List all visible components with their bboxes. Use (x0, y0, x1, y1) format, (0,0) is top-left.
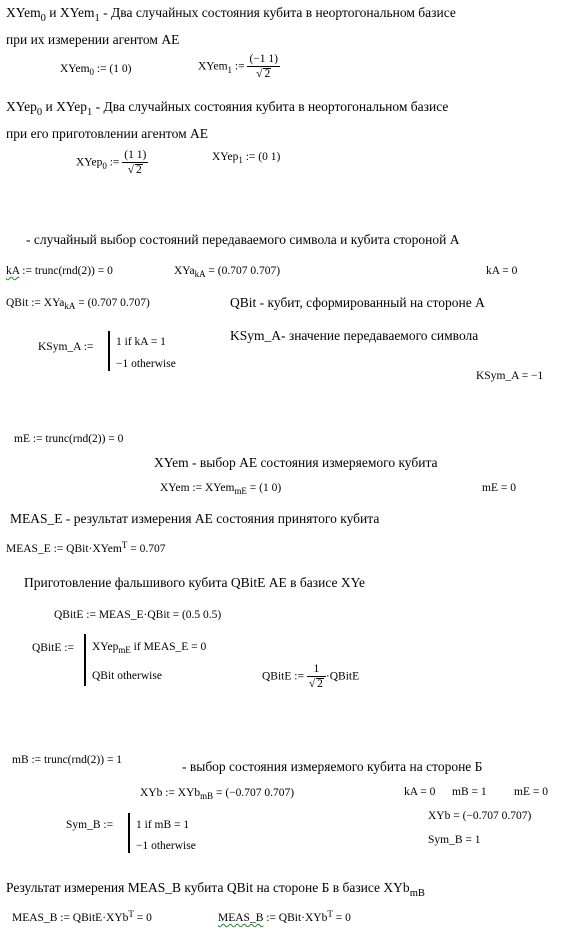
xyep0-sub: 0 (36, 106, 43, 118)
meas-e-definition[interactable] (6, 539, 166, 556)
qbite-condition: if MEAS_E = 0 (133, 641, 207, 653)
fraction-numerator: (−1 1) (249, 53, 278, 65)
xya-value: = (0.707 0.707) (208, 265, 281, 277)
xyem-note: XYem - выбор АЕ состояния измеряемого кубита (154, 455, 438, 470)
xyem1-sub: 1 (94, 12, 100, 24)
ksym-case-otherwise: −1 otherwise (116, 358, 176, 370)
qbite-assign[interactable]: QBitE := (32, 642, 74, 654)
xyep0-def-sub: 0 (102, 160, 107, 171)
result-heading-text: Результат измерения MEAS_B кубита QBit на стороне Б в базисе XYb (6, 880, 410, 895)
xyem1-definition[interactable] (198, 54, 280, 80)
xyb-expr-post: = (−0.707 0.707) (216, 787, 295, 799)
fraction-denominator (247, 66, 280, 81)
and-word: и (49, 5, 57, 20)
xyep1-def-name: XYep (212, 151, 239, 163)
me-result[interactable]: mE = 0 (482, 482, 516, 494)
meas-b2-name: MEAS_B (218, 912, 264, 924)
xyep-name: XYep (92, 641, 119, 653)
me-result-2[interactable]: mE = 0 (514, 786, 548, 798)
xyep-intro-line1 (6, 99, 449, 118)
sqrt-radicand: 2 (317, 677, 323, 690)
qbit-expr-pre: QBit := XYa (6, 297, 65, 309)
side-a-heading: - случайный выбор состояний передаваемого символа и кубита стороной А (26, 232, 460, 247)
transpose-sup: T (121, 539, 128, 550)
xyem-intro-line2: при их измерении агентом АЕ (6, 32, 180, 47)
xya-sub: kA (194, 269, 206, 280)
xyep0-def-name: XYep (76, 156, 103, 169)
sym-b-case-if: 1 if mB = 1 (136, 819, 190, 831)
xyep0-fraction (122, 150, 148, 176)
xyep1-def-sub: 1 (238, 155, 243, 166)
qbite-case-otherwise: QBit otherwise (92, 670, 162, 682)
ka-result-2[interactable]: kA = 0 (404, 786, 436, 798)
qbite-piecewise[interactable] (84, 634, 254, 686)
piecewise-bar (84, 634, 86, 686)
sqrt-sign: √ (256, 67, 263, 80)
xyem0-definition[interactable] (60, 64, 131, 76)
piecewise-bar (108, 331, 110, 371)
xya-evaluation[interactable] (174, 266, 280, 278)
xyep-intro-line2: при его приготовлении агентом АЕ (6, 126, 209, 141)
ksym-note: KSym_A- значение передаваемого символа (230, 328, 479, 343)
xyep-intro-text: - Два случайных состояния кубита в неортогональном базисе (95, 99, 449, 114)
result-heading (6, 880, 425, 899)
meas-b1-post: = 0 (136, 912, 152, 924)
piecewise-bar (128, 813, 130, 853)
meas-b2-pre: := QBit·XYb (266, 912, 328, 924)
qbite-case-if (92, 642, 206, 654)
ksym-piecewise[interactable] (108, 331, 218, 371)
xyem0-def-value: := (1 0) (96, 63, 132, 75)
ksym-result[interactable]: KSym_A = −1 (476, 370, 544, 382)
xyep1-definition[interactable] (212, 152, 280, 164)
norm-post: ·QBitE (325, 670, 360, 683)
me-definition[interactable]: mE := trunc(rnd(2)) = 0 (14, 433, 124, 445)
ka-name: kA (6, 265, 20, 277)
sqrt-sign: √ (308, 677, 316, 690)
sym-b-assign[interactable]: Sym_B := (66, 819, 114, 831)
qbit-expr-sub: kA (64, 301, 76, 312)
sym-b-case-otherwise: −1 otherwise (136, 840, 196, 852)
meas-b2-post: = 0 (335, 912, 351, 924)
norm-fraction (307, 664, 326, 690)
xyem1-def-name: XYem (198, 60, 228, 73)
sqrt-sign: √ (127, 163, 135, 176)
xyep1-def-value: := (0 1) (245, 151, 281, 163)
xyem1-name: XYem (59, 5, 95, 20)
fraction-numerator: (1 1) (124, 149, 147, 161)
xyep1-name: XYep (56, 99, 88, 114)
xyep0-definition[interactable] (76, 150, 148, 176)
result-heading-sub: mB (409, 887, 425, 899)
xyem-evaluation[interactable] (160, 483, 281, 495)
ksym-case-if: 1 if kA = 1 (116, 336, 166, 348)
xyb-expr-pre: XYb := XYb (140, 787, 201, 799)
meas-b-qbite[interactable] (12, 908, 152, 925)
side-b-heading: - выбор состояния измеряемого кубита на стороне Б (182, 759, 483, 774)
xyb-expr-sub: mB (200, 791, 214, 802)
mb-definition[interactable]: mB := trunc(rnd(2)) = 1 (12, 754, 123, 766)
sym-b-piecewise[interactable] (128, 813, 228, 853)
ka-expression: := trunc(rnd(2)) = 0 (22, 265, 113, 277)
xyep1-sub: 1 (87, 106, 93, 118)
sym-b-result[interactable]: Sym_B = 1 (428, 834, 481, 846)
xyb-evaluation[interactable] (140, 788, 294, 800)
fake-qubit-heading: Приготовление фальшивого кубита QBitE АЕ в базисе XYe (24, 575, 365, 590)
xya-name: XYa (174, 265, 195, 277)
assign-op: := (234, 60, 245, 73)
fraction-numerator: 1 (313, 663, 320, 675)
norm-assign: QBitE := (262, 670, 304, 683)
xyem-expr-post: = (1 0) (249, 482, 282, 494)
sqrt-radicand: 2 (136, 163, 142, 176)
xyep0-name: XYep (6, 99, 37, 114)
ksym-assign[interactable]: KSym_A := (38, 341, 94, 353)
transpose-sup: T (327, 908, 333, 919)
qbit-note: QBit - кубит, сформированный на стороне А (230, 295, 485, 310)
ka-definition[interactable] (6, 266, 113, 278)
meas-e-post: = 0.707 (130, 543, 166, 555)
xyep-sub: mE (118, 645, 131, 656)
meas-b1-pre: MEAS_B := QBitE·XYb (12, 912, 129, 924)
qbite-definition[interactable]: QBitE := MEAS_E·QBit = (0.5 0.5) (54, 609, 222, 621)
qbit-definition[interactable] (6, 298, 150, 310)
fraction-denominator (122, 162, 148, 177)
meas-b-qbit[interactable] (218, 908, 351, 925)
assign-op: := (109, 156, 120, 169)
xyem-intro-line1 (6, 5, 456, 24)
xyem-expr-pre: XYem := XYem (160, 482, 235, 494)
xyem0-def-sub: 0 (89, 67, 94, 78)
meas-e-pre: MEAS_E := QBit·XYem (6, 543, 122, 555)
mb-result[interactable]: mB = 1 (452, 786, 487, 798)
and-word: и (45, 99, 53, 114)
sqrt-radicand: 2 (264, 67, 271, 80)
xyb-result[interactable]: XYb = (−0.707 0.707) (428, 810, 532, 822)
xyem0-sub: 0 (40, 12, 46, 24)
xyem1-fraction (247, 54, 280, 80)
fraction-denominator (307, 676, 326, 691)
xyem-intro-text: - Два случайных состояния кубита в неортогональном базисе (103, 5, 456, 20)
xyem0-name: XYem (6, 5, 41, 20)
xyem0-def-name: XYem (60, 63, 90, 75)
transpose-sup: T (128, 908, 134, 919)
meas-e-note: MEAS_E - результат измерения АЕ состояния принятого кубита (10, 511, 380, 526)
ka-result[interactable]: kA = 0 (486, 265, 518, 277)
xyem-expr-sub: mE (234, 486, 247, 497)
qbite-normalization[interactable] (262, 664, 359, 690)
xyem1-def-sub: 1 (227, 64, 232, 75)
qbit-expr-post: = (0.707 0.707) (78, 297, 150, 309)
